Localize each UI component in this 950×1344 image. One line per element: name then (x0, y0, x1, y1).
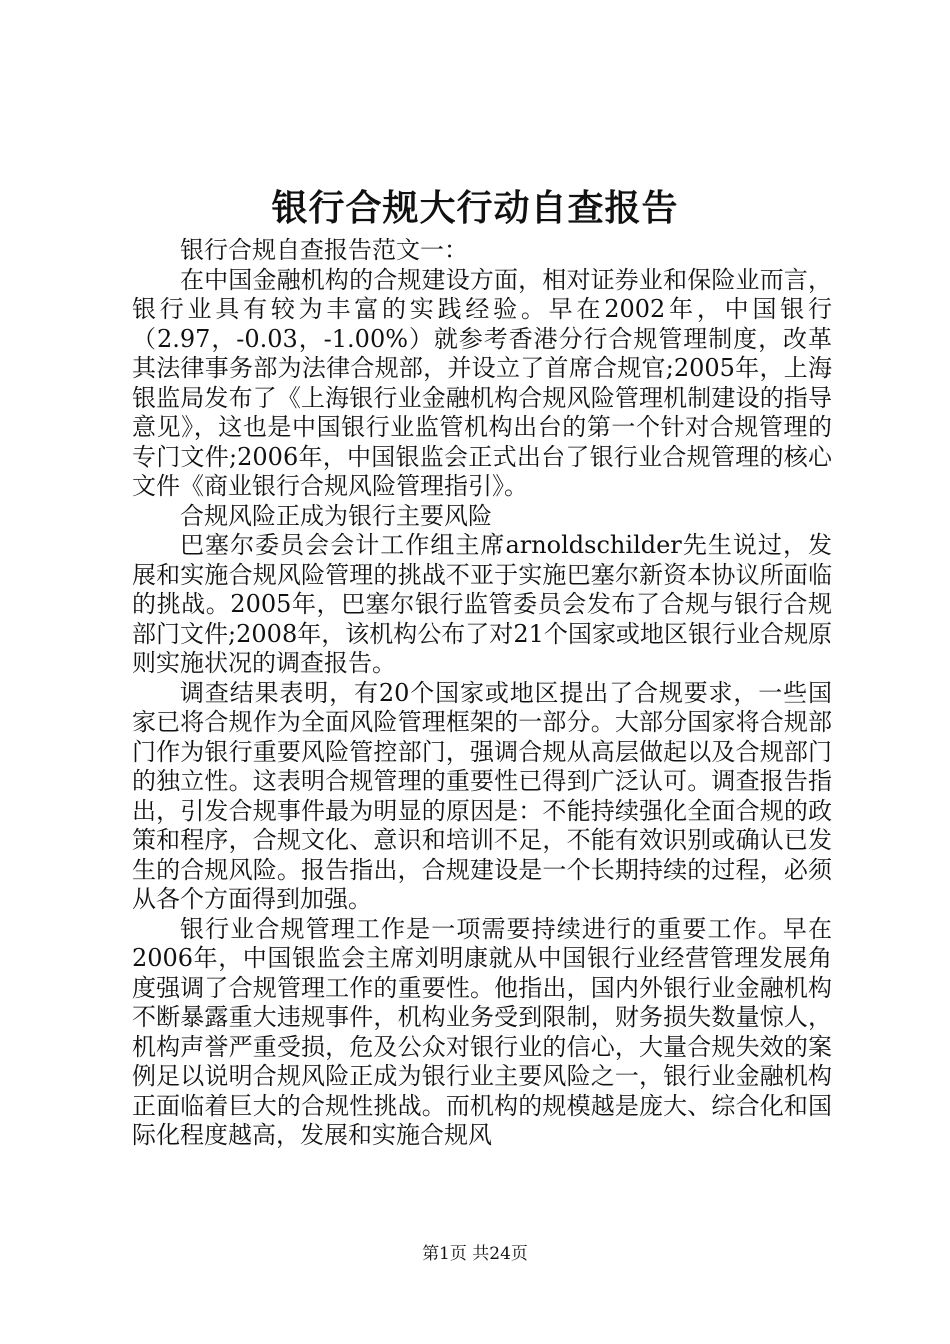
paragraph-importance: 银行业合规管理工作是一项需要持续进行的重要工作。早在2006年，中国银监会主席刘明康就从中国银行业经营管理发展角度强调了合规管理工作的重要性。他指出，国内外银行业金融机构不断暴露重大违规事件，机构业务受到限制，财务损失数量惊人，机构声誉严重受损，危及公众对银行业的信心，大量合规失效的案例足以说明合规风险正成为银行业主要风险之一，银行业金融机构正面临着巨大的合规性挑战。而机构的规模越是庞大、综合化和国际化程度越高，发展和实施合规风 (132, 914, 832, 1149)
document-title: 银行合规大行动自查报告 (271, 187, 679, 229)
paragraph-history: 在中国金融机构的合规建设方面，相对证券业和保险业而言，银行业具有较为丰富的实践经验。早在2002年，中国银行（2.97，-0.03，-1.00%）就参考香港分行合规管理制度，改革其法律事务部为法律合规部，并设立了首席合规官;2005年，上海银监局发布了《上海银行业金融机构合规风险管理机制建设的指导意见》，这也是中国银行业监管机构出台的第一个针对合规管理的专门文件;2006年，中国银监会正式出台了银行业合规管理的核心文件《商业银行合规风险管理指引》。 (132, 265, 832, 500)
section-heading: 合规风险正成为银行主要风险 (180, 501, 492, 530)
document-body (132, 236, 832, 1151)
page-number: 第1页 共24页 (422, 1244, 528, 1264)
paragraph-intro: 银行合规自查报告范文一： (180, 236, 468, 264)
paragraph-basel: 巴塞尔委员会会计工作组主席arnoldschilder先生说过，发展和实施合规风险管理的挑战不亚于实施巴塞尔新资本协议所面临的挑战。2005年，巴塞尔银行监管委员会发布了合规与银行合规部门文件;2008年，该机构公布了对21个国家或地区银行业合规原则实施状况的调查报告。 (132, 531, 832, 677)
paragraph-survey: 调查结果表明，有20个国家或地区提出了合规要求，一些国家已将合规作为全面风险管理框架的一部分。大部分国家将合规部门作为银行重要风险管控部门，强调合规从高层做起以及合规部门的独立性。这表明合规管理的重要性已得到广泛认可。调查报告指出，引发合规事件最为明显的原因是：不能持续强化全面合规的政策和程序，合规文化、意识和培训不足，不能有效识别或确认已发生的合规风险。报告指出，合规建设是一个长期持续的过程，必须从各个方面得到加强。 (132, 678, 832, 913)
